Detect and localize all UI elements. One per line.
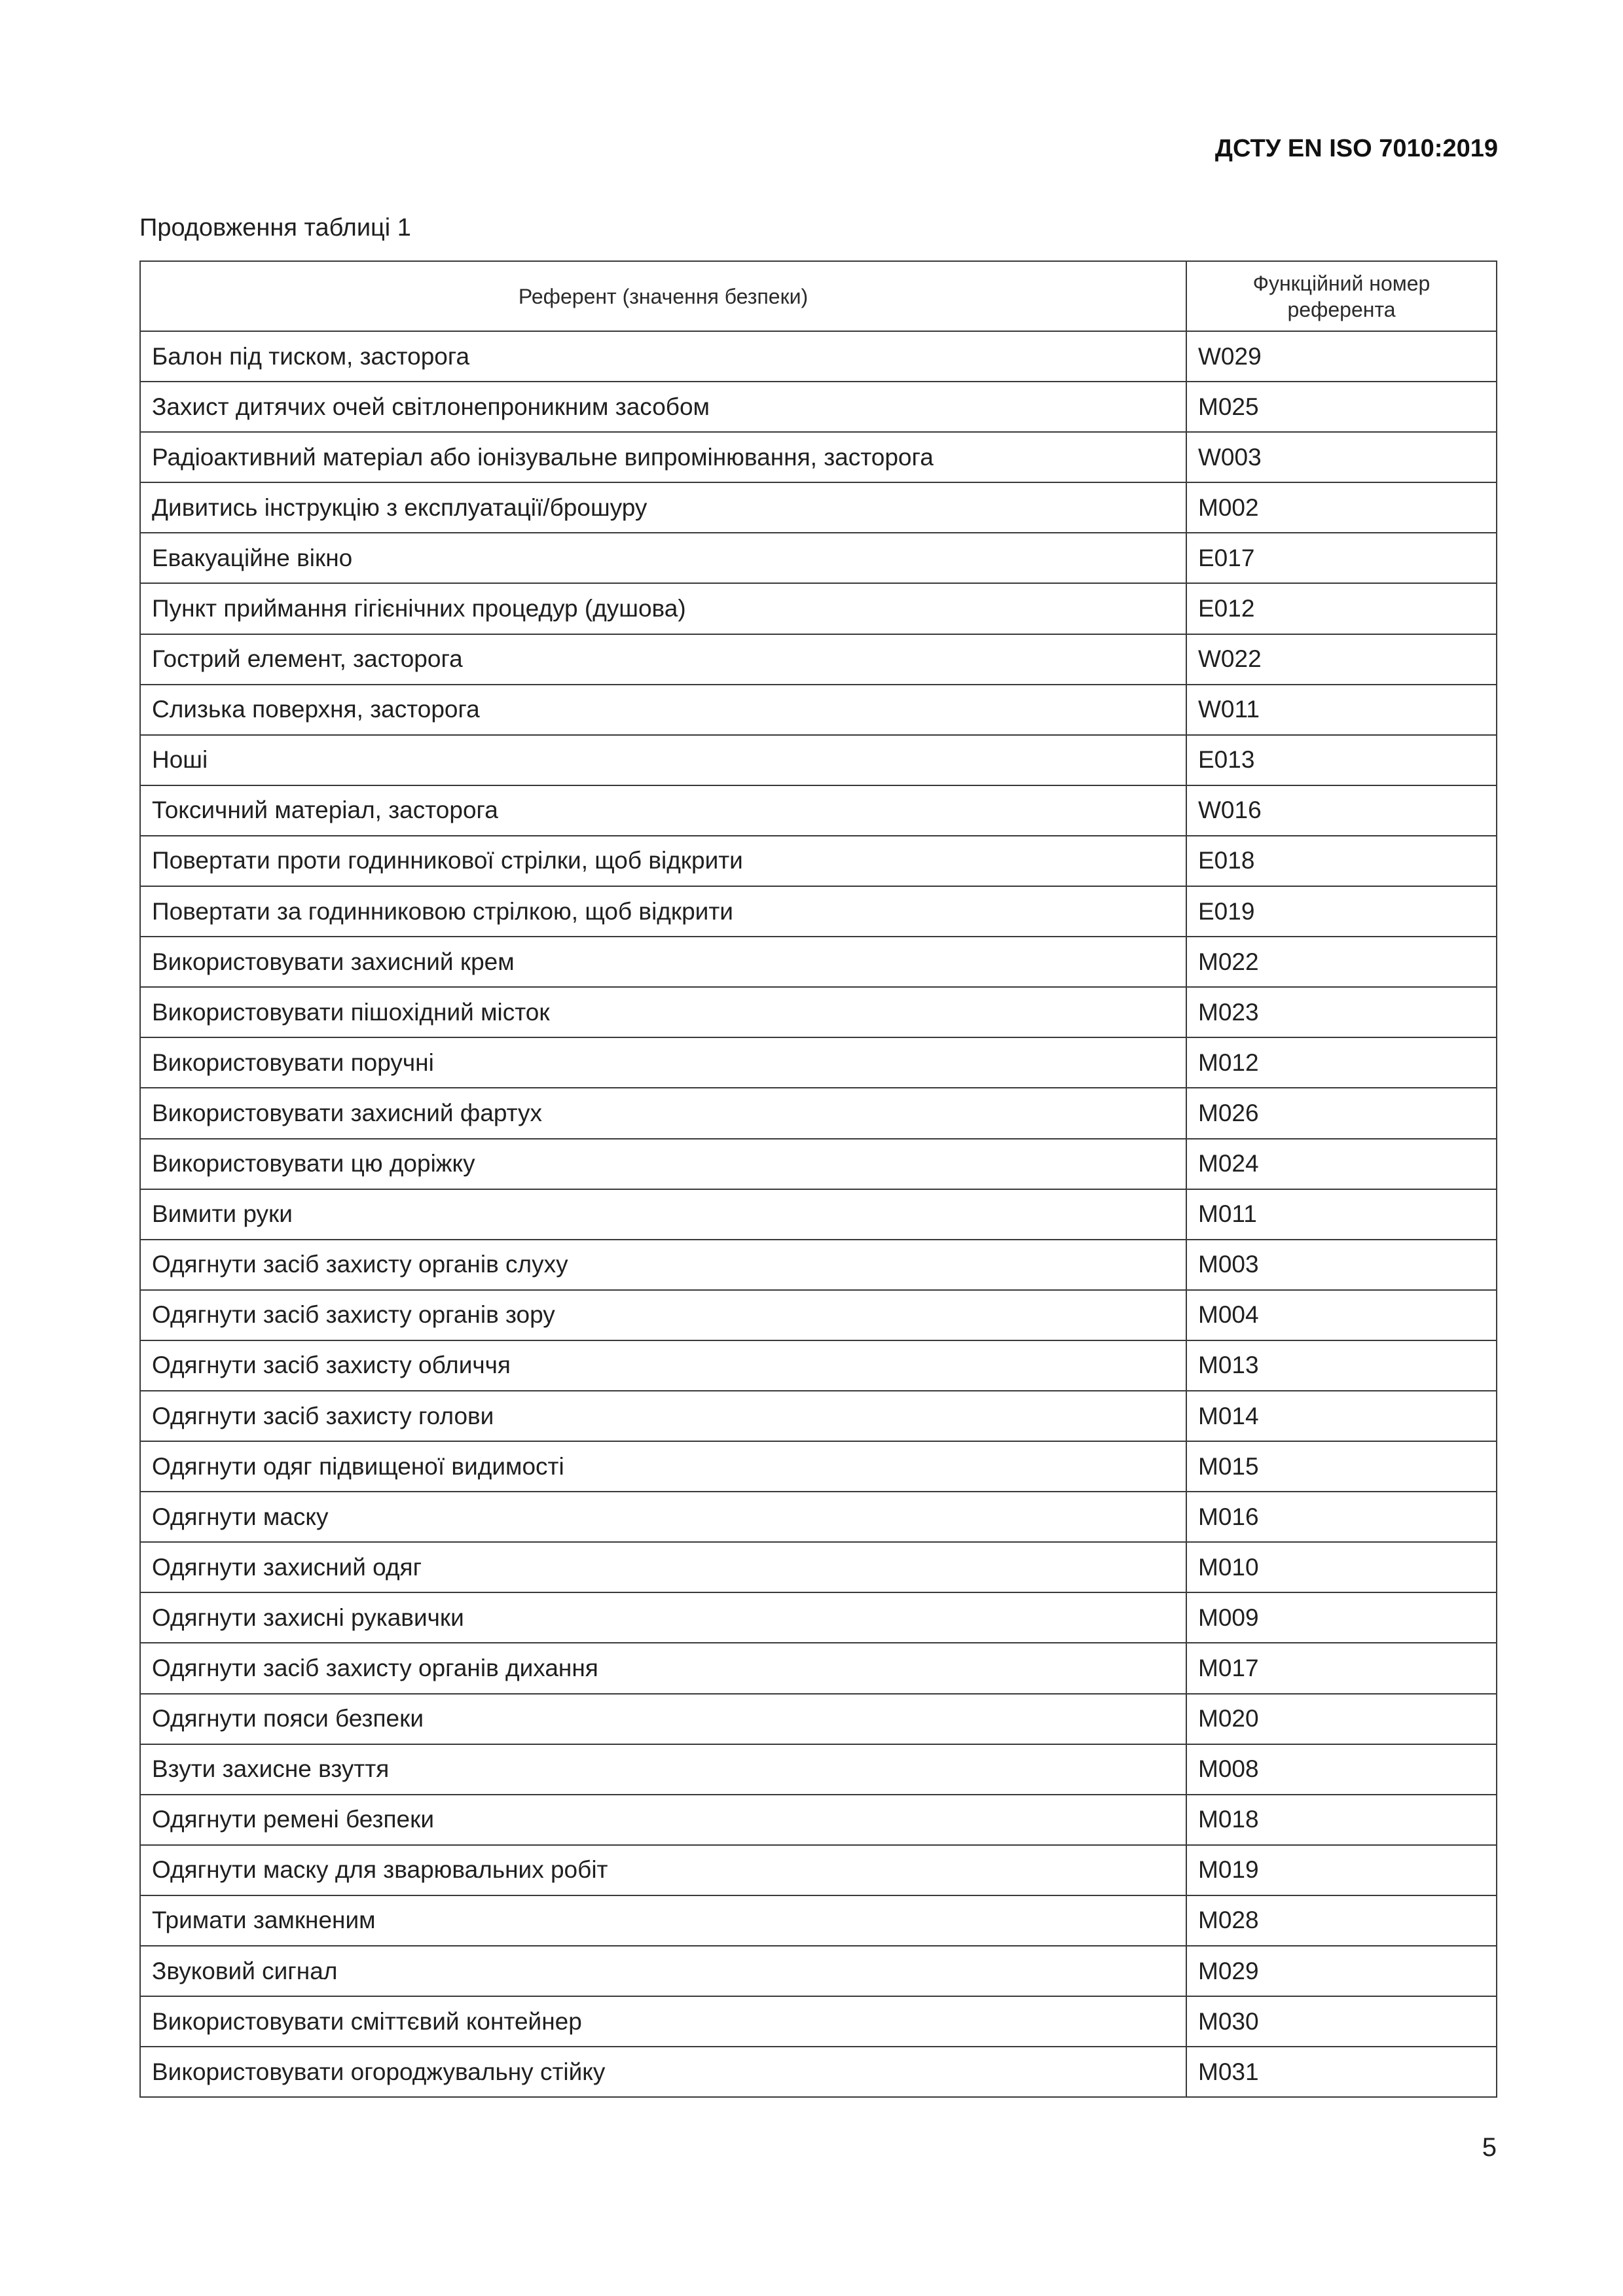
referent-code-cell: M003	[1187, 1240, 1497, 1291]
referent-cell: Одягнути засіб захисту органів слуху	[141, 1240, 1187, 1291]
referent-cell: Взути захисне взуття	[141, 1745, 1187, 1795]
referent-code-cell: M017	[1187, 1643, 1497, 1694]
referent-code-cell: M012	[1187, 1038, 1497, 1088]
referent-cell: Балон під тиском, засторога	[141, 332, 1187, 382]
referent-cell: Використовувати захисний фартух	[141, 1088, 1187, 1139]
referent-cell: Ноші	[141, 736, 1187, 786]
referent-code-cell: M026	[1187, 1088, 1497, 1139]
referent-code-cell: M029	[1187, 1946, 1497, 1997]
referent-code-cell: M009	[1187, 1593, 1497, 1643]
referent-cell: Використовувати огороджувальну стійку	[141, 2047, 1187, 2098]
referent-code-cell: M015	[1187, 1442, 1497, 1492]
referent-cell: Вимити руки	[141, 1190, 1187, 1240]
column-header-code	[1187, 262, 1497, 332]
document-standard-code: ДСТУ EN ISO 7010:2019	[1214, 135, 1498, 162]
column-header-referent-label: Референт (значення безпеки)	[518, 284, 809, 308]
referent-code-cell: M022	[1187, 937, 1497, 988]
referent-code-cell: M010	[1187, 1543, 1497, 1593]
referent-code-cell: W011	[1187, 685, 1497, 736]
referent-code-cell: E019	[1187, 887, 1497, 937]
referent-code-cell: E013	[1187, 736, 1497, 786]
referent-cell: Дивитись інструкцію з експлуатації/брошуру	[141, 483, 1187, 533]
referent-cell: Пункт приймання гігієнічних процедур (душова)	[141, 584, 1187, 634]
referent-code-cell: M002	[1187, 483, 1497, 533]
referent-cell: Використовувати пішохідний місток	[141, 988, 1187, 1038]
referent-cell: Одягнути засіб захисту органів дихання	[141, 1643, 1187, 1694]
column-header-code-line-1: Функційний номер	[1252, 271, 1431, 295]
referent-code-cell: W029	[1187, 332, 1497, 382]
referent-cell: Одягнути засіб захисту органів зору	[141, 1291, 1187, 1341]
referent-cell: Захист дитячих очей світлонепроникним засобом	[141, 382, 1187, 433]
referent-code-cell: E017	[1187, 533, 1497, 584]
referent-code-cell: M004	[1187, 1291, 1497, 1341]
referent-cell: Використовувати цю доріжку	[141, 1139, 1187, 1190]
referent-cell: Використовувати захисний крем	[141, 937, 1187, 988]
referent-cell: Одягнути маску	[141, 1492, 1187, 1543]
referent-cell: Гострий елемент, засторога	[141, 635, 1187, 685]
page-number: 5	[1482, 2133, 1497, 2162]
referent-code-cell: W016	[1187, 786, 1497, 836]
referent-code-cell: M019	[1187, 1846, 1497, 1896]
referent-code-cell: E012	[1187, 584, 1497, 634]
referent-code-cell: M028	[1187, 1896, 1497, 1946]
referent-cell: Використовувати поручні	[141, 1038, 1187, 1088]
referent-code-cell: W022	[1187, 635, 1497, 685]
referent-code-cell: M031	[1187, 2047, 1497, 2098]
table-caption: Продовження таблиці 1	[139, 214, 411, 242]
referent-cell: Одягнути пояси безпеки	[141, 1695, 1187, 1745]
referent-cell: Повертати проти годинникової стрілки, щоб відкрити	[141, 836, 1187, 887]
referent-cell: Токсичний матеріал, засторога	[141, 786, 1187, 836]
referent-code-cell: M030	[1187, 1997, 1497, 2047]
referent-cell: Одягнути ремені безпеки	[141, 1795, 1187, 1846]
referent-cell: Одягнути захисні рукавички	[141, 1593, 1187, 1643]
referent-code-cell: M025	[1187, 382, 1497, 433]
referent-code-cell: M018	[1187, 1795, 1497, 1846]
referent-code-cell: M023	[1187, 988, 1497, 1038]
column-header-referent	[141, 262, 1187, 332]
referent-cell: Одягнути одяг підвищеної видимості	[141, 1442, 1187, 1492]
referent-code-cell: E018	[1187, 836, 1497, 887]
referent-cell: Одягнути маску для зварювальних робіт	[141, 1846, 1187, 1896]
referent-code-cell: M024	[1187, 1139, 1497, 1190]
referent-code-cell: M013	[1187, 1341, 1497, 1391]
referent-code-cell: M020	[1187, 1695, 1497, 1745]
referent-cell: Одягнути захисний одяг	[141, 1543, 1187, 1593]
referent-code-cell: M008	[1187, 1745, 1497, 1795]
referent-cell: Одягнути засіб захисту голови	[141, 1391, 1187, 1442]
referent-cell: Звуковий сигнал	[141, 1946, 1187, 1997]
referent-code-cell: W003	[1187, 433, 1497, 483]
referent-cell: Одягнути засіб захисту обличчя	[141, 1341, 1187, 1391]
referent-cell: Евакуаційне вікно	[141, 533, 1187, 584]
column-header-code-line-2: референта	[1287, 297, 1396, 321]
referent-code-cell: M014	[1187, 1391, 1497, 1442]
referent-cell: Радіоактивний матеріал або іонізувальне випромінювання, засторога	[141, 433, 1187, 483]
referent-cell: Тримати замкненим	[141, 1896, 1187, 1946]
referents-table	[139, 260, 1497, 2098]
referent-cell: Слизька поверхня, засторога	[141, 685, 1187, 736]
referent-cell: Використовувати сміттєвий контейнер	[141, 1997, 1187, 2047]
referent-cell: Повертати за годинниковою стрілкою, щоб відкрити	[141, 887, 1187, 937]
referent-code-cell: M011	[1187, 1190, 1497, 1240]
referent-code-cell: M016	[1187, 1492, 1497, 1543]
